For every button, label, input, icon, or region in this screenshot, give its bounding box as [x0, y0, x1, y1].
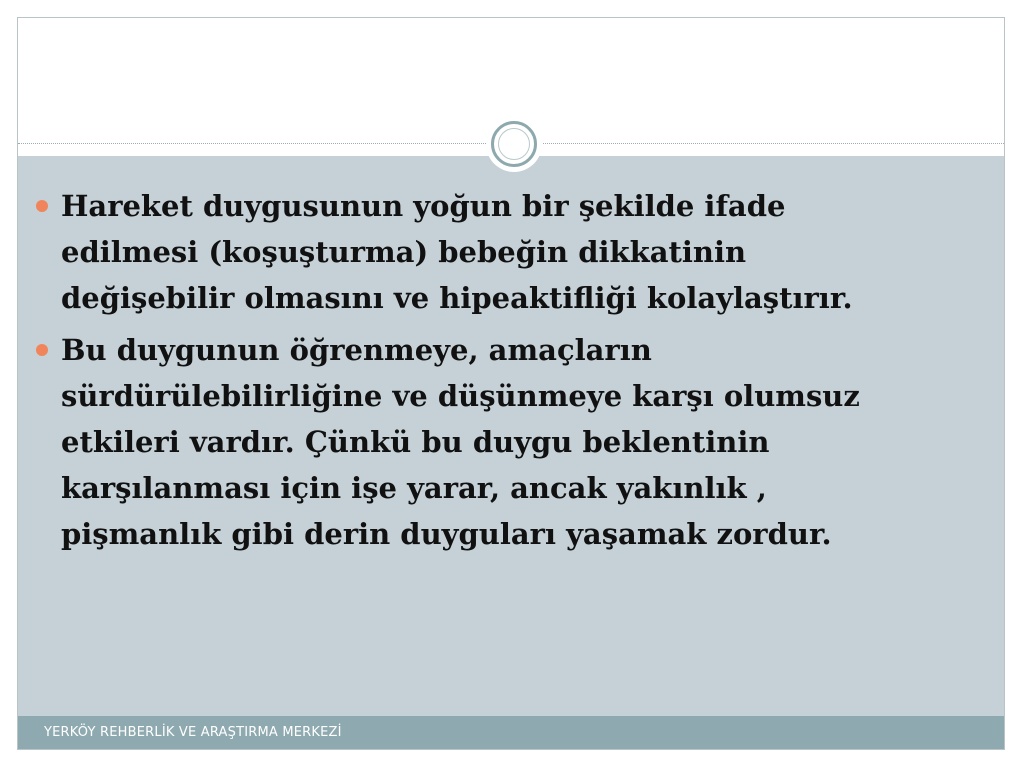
bullet-text: Bu duygunun öğrenmeye, amaçların sürdürülebilirliğine ve düşünmeye karşı olumsuz etkileri vardır. Çünkü bu duygu beklentinin karşılanması için işe yarar, ancak yakınlık , pişmanlık gibi derin duyguları yaşamak zordur.: [61, 333, 860, 551]
ornament-inner-ring: [498, 128, 530, 160]
footer-bar: [18, 716, 1004, 750]
bullet-dot-icon: [36, 344, 48, 356]
bullet-dot-icon: [36, 200, 48, 212]
bullet-item: [36, 327, 876, 557]
bullet-text: Hareket duygusunun yoğun bir şekilde ifade edilmesi (koşuşturma) bebeğin dikkatinin değişebilir olmasını ve hipeaktifliği kolaylaştırır.: [61, 189, 853, 315]
bullet-list: [36, 183, 876, 563]
ornament-ring: [491, 121, 537, 167]
circle-ornament-icon: [486, 116, 542, 172]
bullet-item: [36, 183, 876, 321]
footer-text: YERKÖY REHBERLİK VE ARAŞTIRMA MERKEZİ: [44, 725, 342, 740]
